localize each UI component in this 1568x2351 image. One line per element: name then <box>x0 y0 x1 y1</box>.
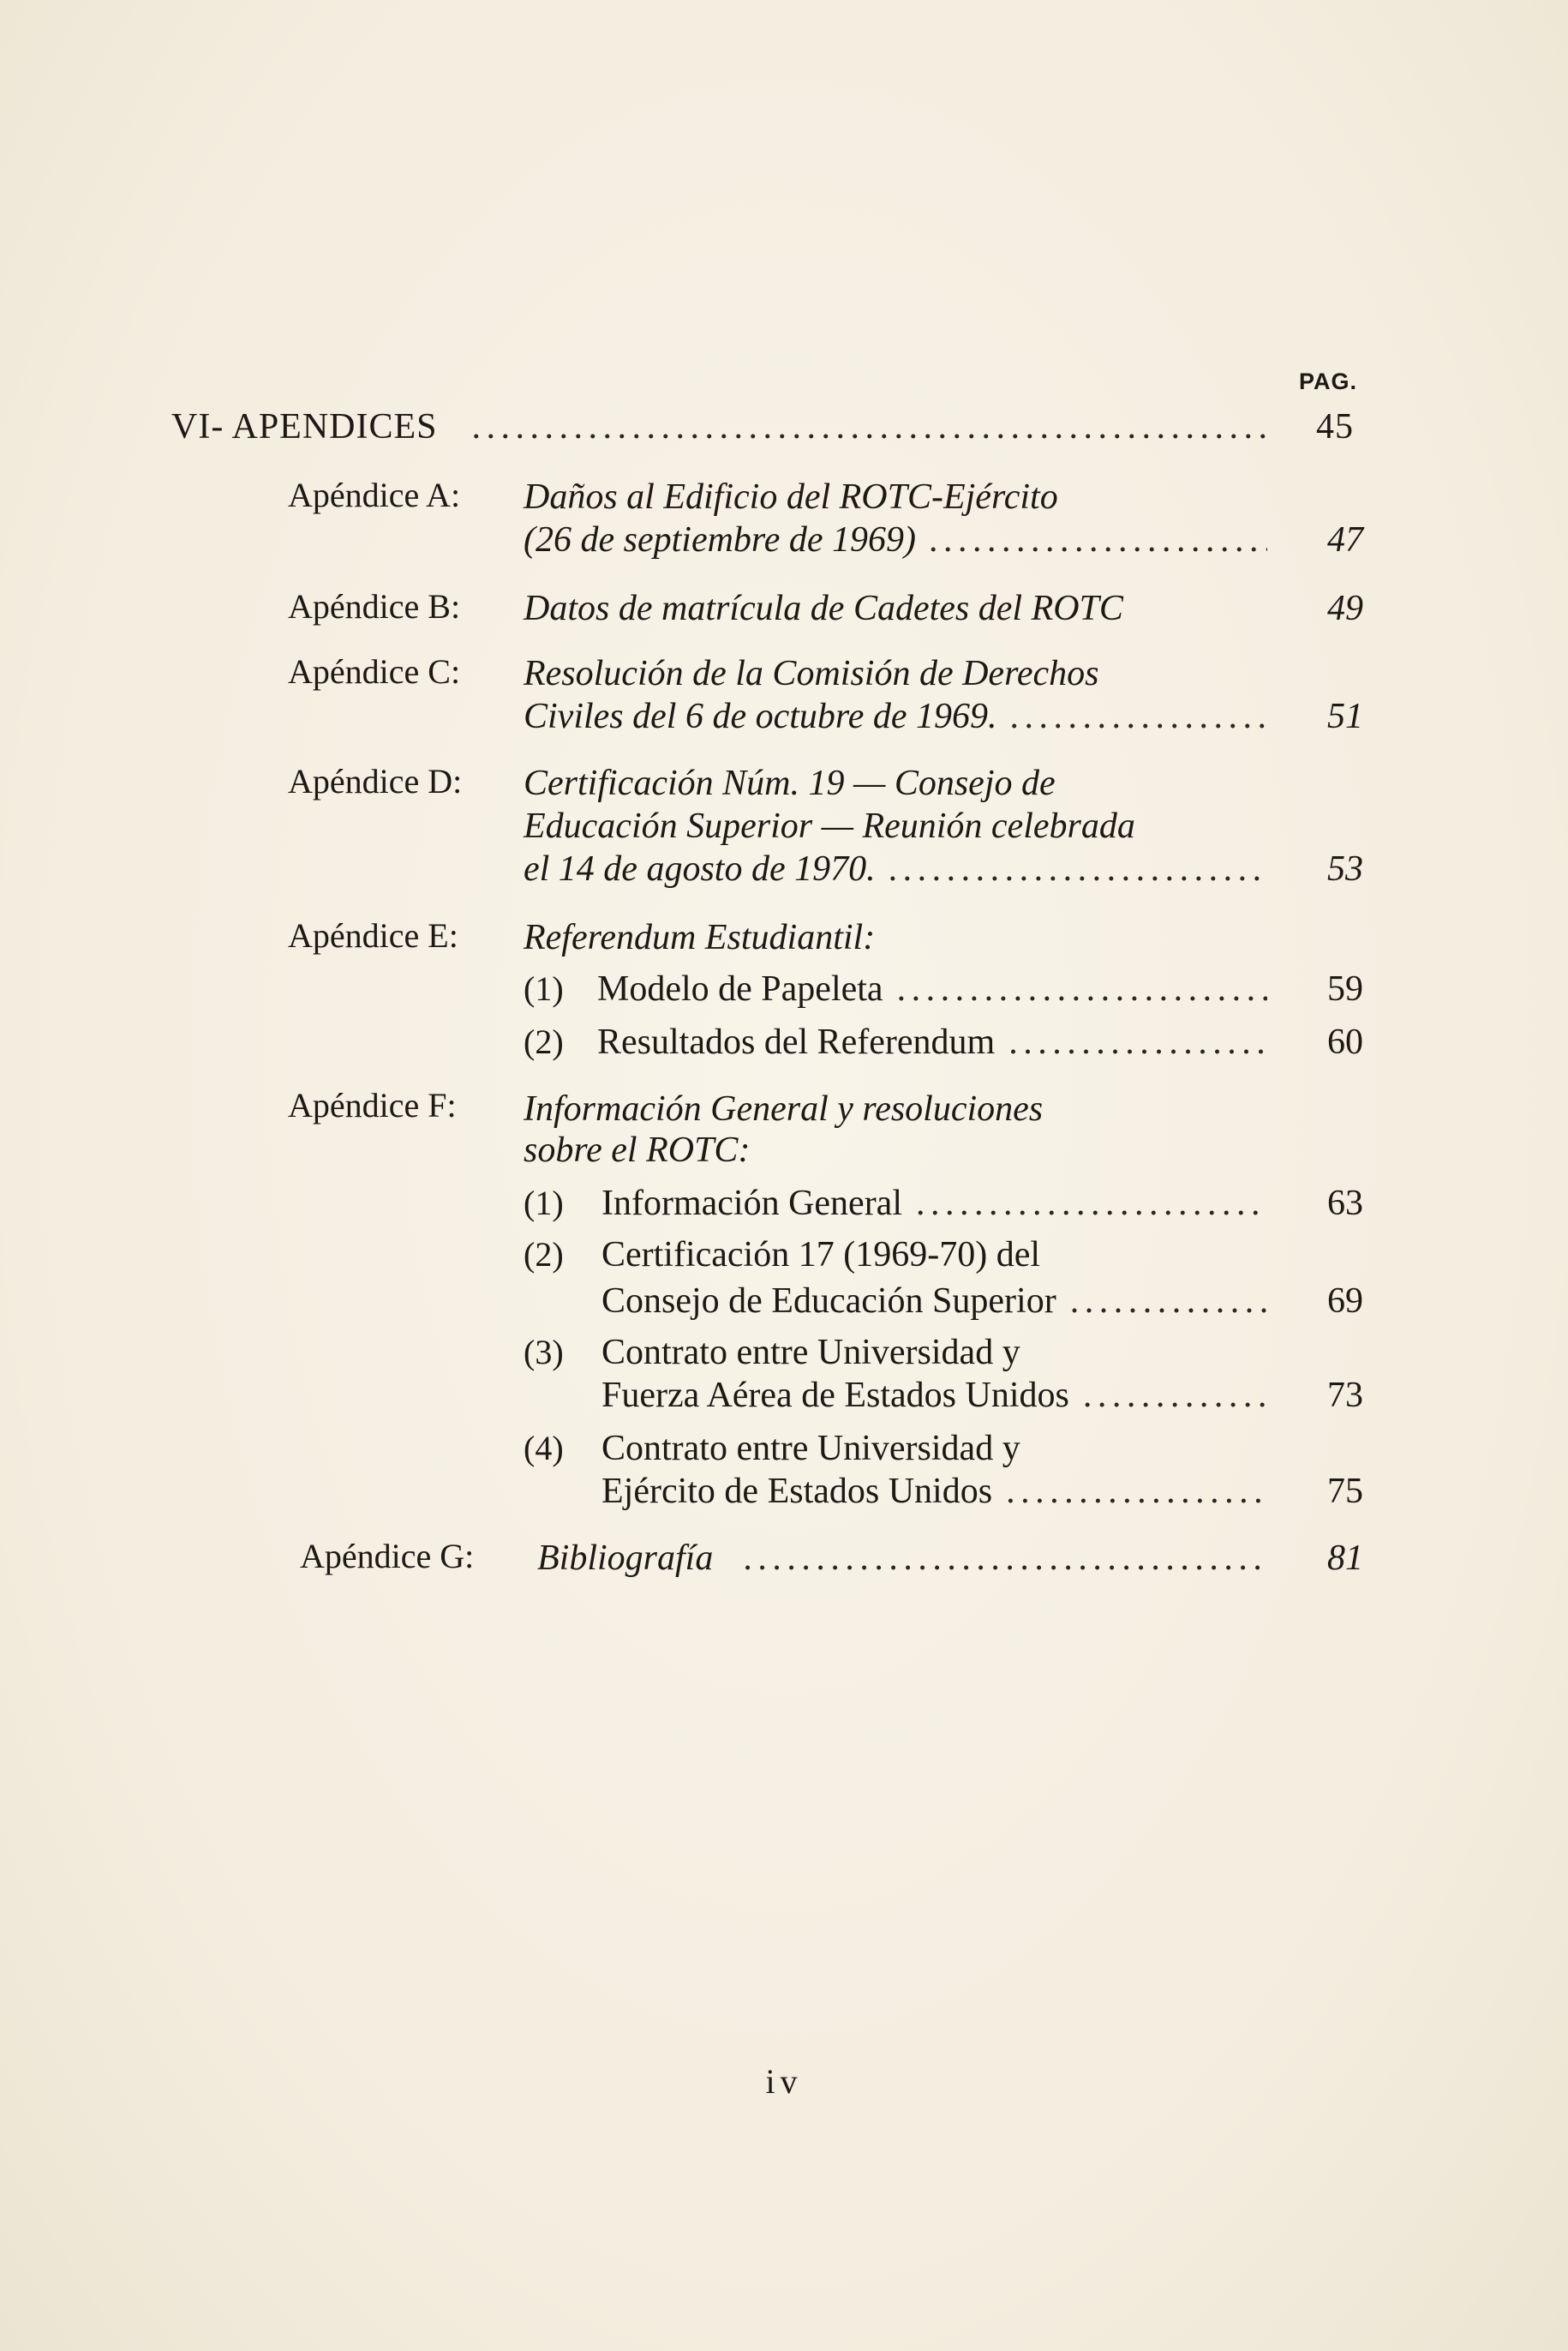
item-number: (2) <box>524 1235 564 1274</box>
appendix-a-title-line1[interactable] <box>524 473 1295 521</box>
appendix-a-label: Apéndice A: <box>288 476 461 514</box>
page-number: 60 <box>1327 1023 1363 1062</box>
appendix-a-title: Daños al Edificio del ROTC-Ejército <box>524 477 1058 517</box>
appendix-f-title: Información General y resoluciones <box>524 1089 1044 1129</box>
appendix-b-label: Apéndice B: <box>288 587 461 626</box>
item-title: Resultados del Referendum <box>597 1023 996 1062</box>
toc-entry-appendix-g[interactable] <box>537 1534 1363 1582</box>
appendix-d-title: Certificación Núm. 19 — Consejo de <box>524 764 1056 803</box>
appendix-f-3-line1[interactable] <box>524 1328 1295 1376</box>
appendix-c-title: Resolución de la Comisión de Derechos <box>524 654 1099 693</box>
toc-entry-appendix-f-2[interactable] <box>601 1277 1363 1325</box>
appendix-c-subtitle: Civiles del 6 de octubre de 1969. <box>524 697 997 736</box>
page-number: 45 <box>1316 407 1354 447</box>
appendix-d-title-line1[interactable] <box>524 759 1295 807</box>
section-title: VI- APENDICES <box>171 407 438 447</box>
page-number: 47 <box>1327 520 1363 560</box>
toc-entry-appendix-e-1[interactable] <box>524 965 1363 1013</box>
toc-entry-appendix-a[interactable] <box>524 516 1363 564</box>
appendix-d-title-cont: Educación Superior — Reunión celebrada <box>524 807 1135 846</box>
appendix-c-label: Apéndice C: <box>288 652 461 691</box>
appendix-e-title[interactable] <box>524 914 1295 962</box>
page-number: 59 <box>1327 969 1363 1009</box>
appendix-f-4-line1[interactable] <box>524 1424 1295 1472</box>
item-title: Contrato entre Universidad y <box>601 1429 1020 1468</box>
page-number: 75 <box>1327 1472 1363 1511</box>
dot-leader <box>889 845 1267 893</box>
dot-leader <box>1070 1277 1267 1325</box>
page-number: 81 <box>1327 1538 1363 1578</box>
dot-leader <box>930 516 1267 564</box>
dot-leader <box>744 1534 1267 1582</box>
appendix-f-title-line2 <box>524 1126 1295 1174</box>
appendix-d-title-line2 <box>524 802 1295 850</box>
appendix-g-title: Bibliografía <box>537 1538 714 1578</box>
page-number: 49 <box>1327 589 1363 628</box>
dot-leader <box>1006 1467 1267 1515</box>
dot-leader <box>1010 693 1267 741</box>
appendix-b-title: Datos de matrícula de Cadetes del ROTC <box>524 589 1123 628</box>
dot-leader <box>472 403 1266 451</box>
item-title-cont: Fuerza Aérea de Estados Unidos <box>601 1376 1069 1415</box>
item-title: Modelo de Papeleta <box>597 969 883 1009</box>
item-number: (3) <box>524 1333 564 1371</box>
dot-leader <box>897 965 1267 1013</box>
page-number-footer: iv <box>765 2062 803 2101</box>
appendix-e-title-text: Referendum Estudiantil: <box>524 918 876 957</box>
appendix-g-label: Apéndice G: <box>300 1537 475 1575</box>
item-number: (1) <box>524 969 564 1008</box>
appendix-d-subtitle: el 14 de agosto de 1970. <box>524 849 876 889</box>
item-title: Contrato entre Universidad y <box>601 1333 1020 1372</box>
page-number: 51 <box>1327 697 1363 736</box>
toc-entry-appendix-e-2[interactable] <box>524 1018 1363 1066</box>
page-column-header: PAG. <box>1299 369 1358 394</box>
appendix-e-label: Apéndice E: <box>288 916 458 955</box>
toc-section-apendices[interactable] <box>171 403 1354 451</box>
dot-leader <box>916 1179 1267 1227</box>
page-number: 69 <box>1327 1281 1363 1321</box>
item-title: Información General <box>601 1184 902 1223</box>
appendix-d-label: Apéndice D: <box>288 762 463 801</box>
item-number: (4) <box>524 1429 564 1467</box>
toc-entry-appendix-b[interactable] <box>524 585 1363 633</box>
item-number: (2) <box>524 1023 564 1061</box>
toc-entry-appendix-f-3[interactable] <box>601 1371 1363 1419</box>
page-number: 73 <box>1327 1376 1363 1415</box>
appendix-a-subtitle: (26 de septiembre de 1969) <box>524 520 916 560</box>
item-title-cont: Ejército de Estados Unidos <box>601 1472 993 1511</box>
item-title-cont: Consejo de Educación Superior <box>601 1281 1056 1321</box>
appendix-f-2-line1[interactable] <box>524 1231 1295 1279</box>
page-number: 63 <box>1327 1184 1363 1223</box>
item-number: (1) <box>524 1184 564 1222</box>
dot-leader <box>1008 1018 1267 1066</box>
toc-entry-appendix-c[interactable] <box>524 693 1363 741</box>
item-title: Certificación 17 (1969-70) del <box>601 1235 1040 1274</box>
page-number: 53 <box>1327 849 1363 889</box>
appendix-f-label: Apéndice F: <box>288 1086 457 1125</box>
toc-entry-appendix-f-4[interactable] <box>601 1467 1363 1515</box>
toc-entry-appendix-f-1[interactable] <box>524 1179 1363 1227</box>
appendix-f-subtitle: sobre el ROTC: <box>524 1131 751 1170</box>
appendix-c-title-line1[interactable] <box>524 650 1295 698</box>
toc-entry-appendix-d[interactable] <box>524 845 1363 893</box>
dot-leader <box>1083 1371 1267 1419</box>
